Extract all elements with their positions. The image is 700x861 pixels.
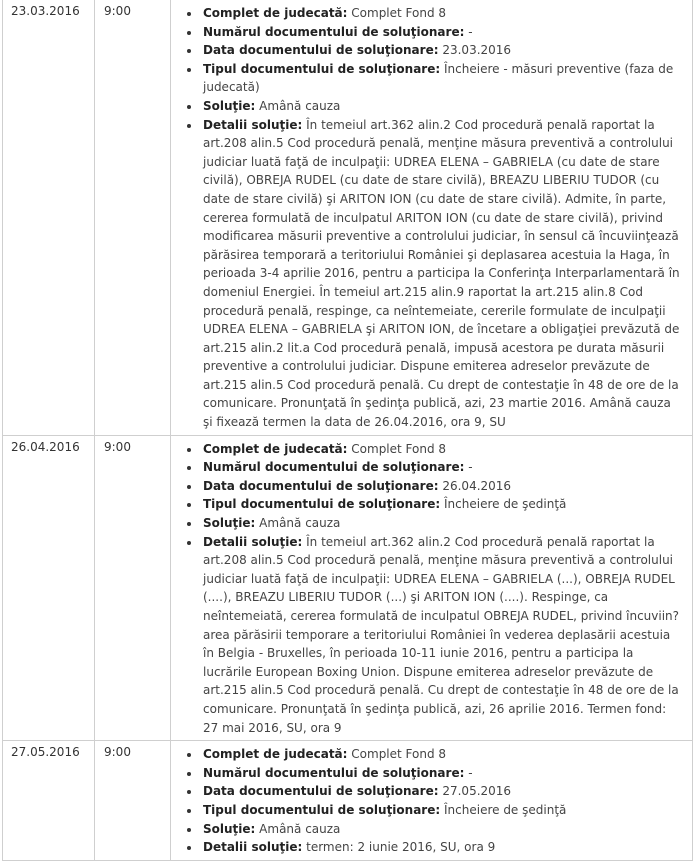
list-item <box>201 820 684 839</box>
numar-value: - <box>468 460 473 475</box>
session-time: 9:00 <box>95 741 171 861</box>
data-label: Data documentului de soluţionare: <box>203 43 439 58</box>
data-value: 23.03.2016 <box>442 43 512 58</box>
list-item <box>201 440 684 459</box>
list-item <box>201 97 684 116</box>
data-value: 26.04.2016 <box>442 478 512 493</box>
data-value: 27.05.2016 <box>442 784 512 799</box>
list-item <box>201 60 684 97</box>
table-row <box>3 741 693 861</box>
solutie-value: Amână cauza <box>259 821 341 836</box>
solutie-label: Soluţie: <box>203 516 256 531</box>
list-item <box>201 782 684 801</box>
complet-value: Complet Fond 8 <box>351 6 447 20</box>
numar-value: - <box>468 24 473 39</box>
session-details-list <box>181 4 684 432</box>
court-sessions-table <box>2 0 693 861</box>
detalii-value: În temeiul art.362 alin.2 Cod procedură penală raportat la art.208 alin.5 Cod procedură penală, menţine măsura preventivă a controlului judiciar luată faţă de inculpaţii: UDREA ELENA – GABRIELA (...), OBREJA RUDEL (....), BREAZU LIBERIU TUDOR (...) şi ARITON ION (....). Respinge, ca neîntemeiată, cererea formulată de inculpatul OBREJA RUDEL, privind încuviin?area părăsirii temporare a teritoriului României în vederea deplasării acestuia în Belgia - Bruxelles, în perioada 10-11 iunie 2016, pentru a participa la lucrările European Boxing Union. Dispune emiterea adreselor prevăzute de art.215 alin.5 Cod procedură penală. Cu drept de contestaţie în 48 de ore de la comunicare. Pronunţată în şedinţa publică, azi, 26 aprilie 2016. Termen fond: 27 mai 2016, SU, ora 9 <box>203 534 680 735</box>
complet-value: Complet Fond 8 <box>351 747 447 762</box>
complet-label: Complet de judecată: <box>203 441 348 456</box>
list-item <box>201 477 684 496</box>
list-item <box>201 116 684 432</box>
session-details-list <box>181 745 684 857</box>
detalii-label: Detalii soluţie: <box>203 840 303 855</box>
session-date: 23.03.2016 <box>3 0 95 435</box>
session-details-cell <box>171 435 693 741</box>
tip-value: Încheiere de şedinţă <box>444 802 567 817</box>
list-item <box>201 4 684 23</box>
list-item <box>201 533 684 738</box>
detalii-value: termen: 2 iunie 2016, SU, ora 9 <box>306 840 496 855</box>
complet-value: Complet Fond 8 <box>351 441 447 456</box>
list-item <box>201 514 684 533</box>
list-item <box>201 745 684 764</box>
data-label: Data documentului de soluţionare: <box>203 478 439 493</box>
list-item <box>201 801 684 820</box>
detalii-label: Detalii soluţie: <box>203 117 303 132</box>
solutie-label: Soluţie: <box>203 821 256 836</box>
solutie-value: Amână cauza <box>259 98 341 113</box>
solutie-label: Soluţie: <box>203 98 256 113</box>
tip-label: Tipul documentului de soluţionare: <box>203 497 441 512</box>
numar-label: Numărul documentului de soluţionare: <box>203 460 465 475</box>
tip-label: Tipul documentului de soluţionare: <box>203 802 441 817</box>
data-label: Data documentului de soluţionare: <box>203 784 439 799</box>
tip-value: Încheiere de şedinţă <box>444 497 567 512</box>
list-item <box>201 23 684 42</box>
numar-label: Numărul documentului de soluţionare: <box>203 24 465 39</box>
table-row <box>3 0 693 435</box>
detalii-value: În temeiul art.362 alin.2 Cod procedură penală raportat la art.208 alin.5 Cod procedură penală, menţine măsura preventivă a controlului judiciar luată faţă de inculpaţii: UDREA ELENA – GABRIELA (cu date de stare civilă), OBREJA RUDEL (cu date de stare civilă), BREAZU LIBERIU TUDOR (cu date de stare civilă) şi ARITON ION (cu date de stare civilă). Admite, în parte, cererea formulată de inculpatul ARITON ION (cu date de stare civilă), privind modificarea măsurii preventive a controlului judiciar, în sensul că încuviinţează părăsirea temporară a teritoriului României şi deplasarea acestuia la Haga, în perioada 3-4 aprilie 2016, pentru a participa la Conferinţa Interparlamentară în domeniul Energiei. În temeiul art.215 alin.9 raportat la art.215 alin.8 Cod procedură penală, respinge, ca neîntemeiate, cererile formulate de inculpaţii UDREA ELENA – GABRIELA şi ARITON ION, de încetare a obligaţiei prevăzută de art.215 alin.2 lit.a Cod procedură penală, impusă acestora pe durata măsurii preventive a controlului judiciar. Dispune emiterea adreselor prevăzute de art.215 alin.5 Cod procedură penală. Cu drept de contestaţie în 48 de ore de la comunicare. Pronunţată în şedinţa publică, azi, 23 martie 2016. Amână cauza şi fixează termen la data de 26.04.2016, ora 9, SU <box>203 117 680 430</box>
complet-label: Complet de judecată: <box>203 747 348 762</box>
session-time: 9:00 <box>95 0 171 435</box>
session-time: 9:00 <box>95 435 171 741</box>
list-item <box>201 838 684 857</box>
list-item <box>201 495 684 514</box>
numar-label: Numărul documentului de soluţionare: <box>203 765 465 780</box>
complet-label: Complet de judecată: <box>203 6 348 20</box>
session-details-list <box>181 440 684 738</box>
solutie-value: Amână cauza <box>259 516 341 531</box>
table-row <box>3 435 693 741</box>
detalii-label: Detalii soluţie: <box>203 534 303 549</box>
session-date: 27.05.2016 <box>3 741 95 861</box>
numar-value: - <box>468 765 473 780</box>
list-item <box>201 458 684 477</box>
session-details-cell <box>171 0 693 435</box>
list-item <box>201 41 684 60</box>
tip-label: Tipul documentului de soluţionare: <box>203 61 441 76</box>
tip-value: Încheiere - măsuri preventive (faza de judecată) <box>203 61 674 95</box>
session-date: 26.04.2016 <box>3 435 95 741</box>
list-item <box>201 764 684 783</box>
session-details-cell <box>171 741 693 861</box>
